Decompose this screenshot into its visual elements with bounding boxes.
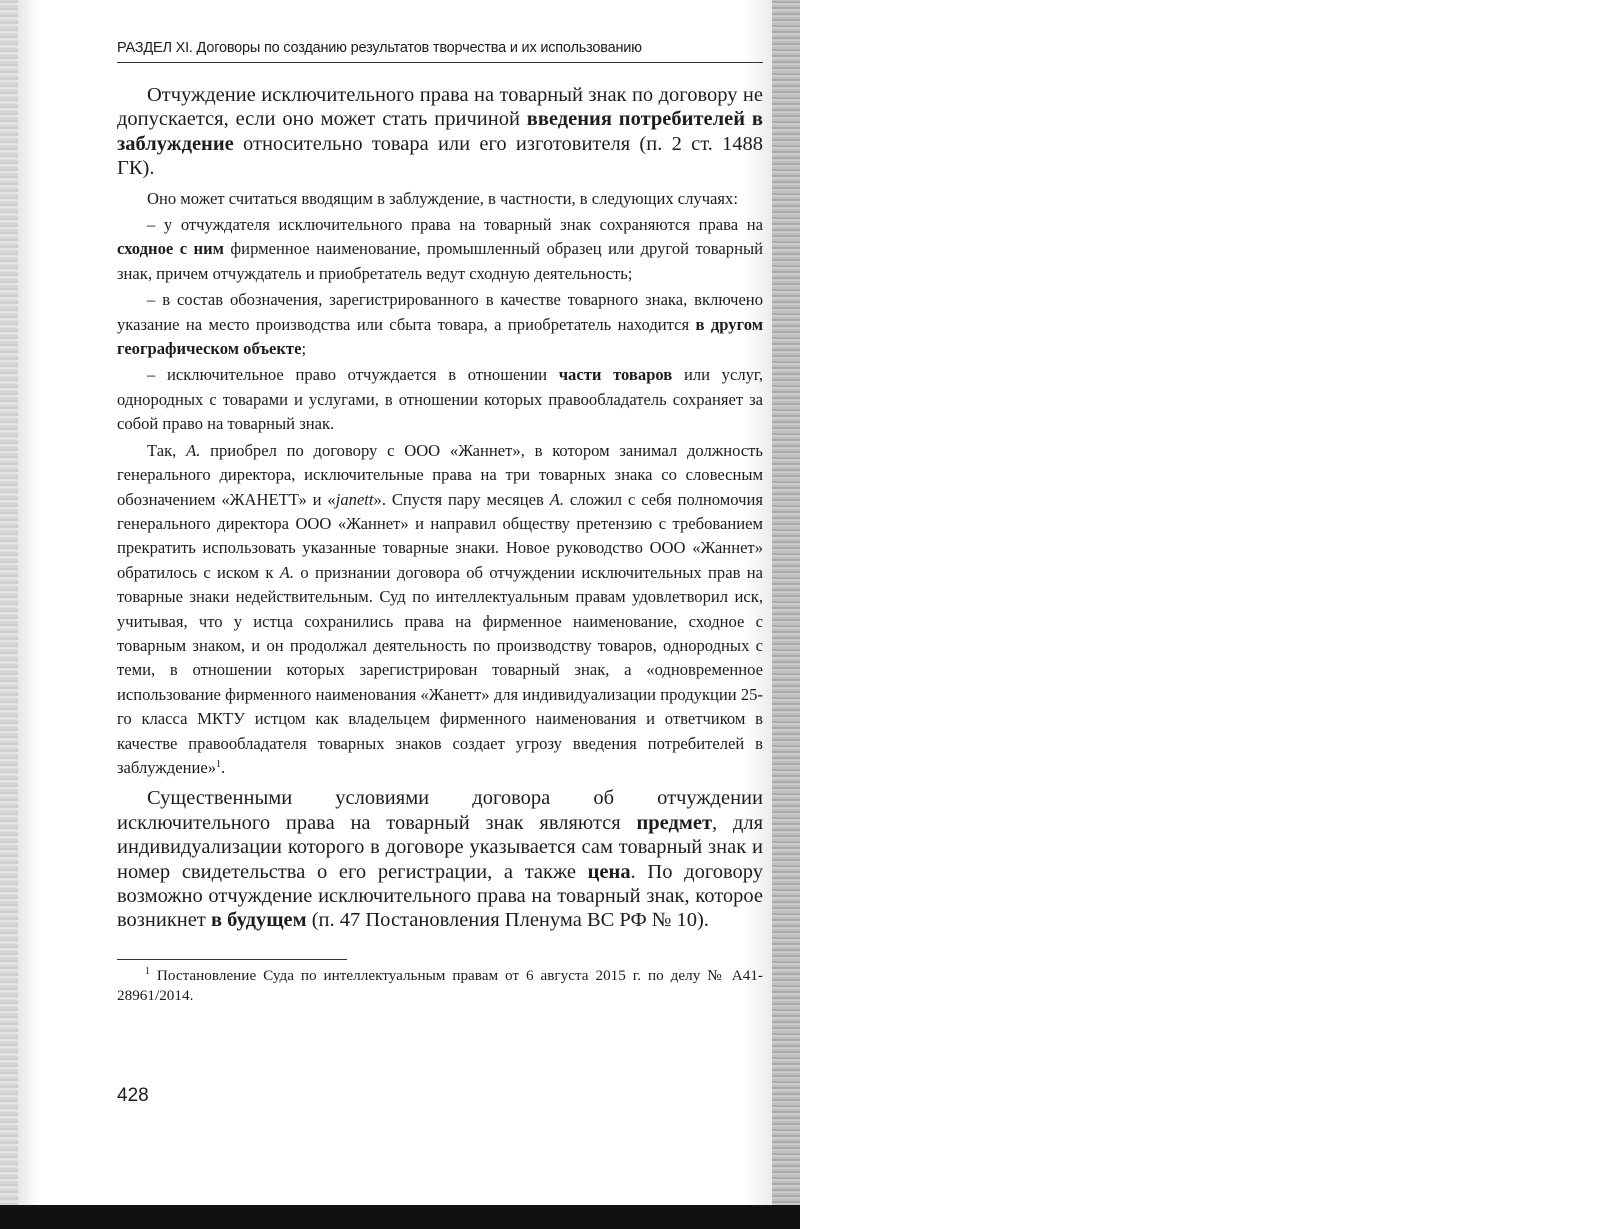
text: – у отчуждателя исключительного права на товарный знак сохраняются права на (147, 215, 763, 235)
paragraph-essential-terms (117, 786, 763, 932)
text: приобрел по договору с ООО «Жаннет», в котором занимал должность генерального директора, исключительные права на три товарных знака со словесным обозначением «ЖАНЕТТ» и « (117, 440, 764, 509)
book-page (117, 40, 763, 1006)
italic-text: А. (279, 562, 295, 582)
page-body (117, 83, 763, 933)
paragraph-case-example (117, 439, 763, 781)
footnote-marker: 1 (145, 965, 150, 977)
text: , для индивидуализации которого в договоре указывается сам товарный знак и номер свидетельства о его регистрации, а также (117, 811, 764, 883)
italic-text: А. (186, 440, 201, 460)
text: . (221, 757, 226, 777)
emphasis: предмет (636, 811, 713, 834)
text: Отчуждение исключительного права на товарный знак по договору не допускается, если оно может стать причиной (117, 84, 763, 131)
paragraph-alienation-rule (117, 83, 763, 181)
paragraph-cases-intro: Оно может считаться вводящим в заблуждение, в частности, в следующих случаях: (147, 188, 738, 208)
text: или услуг, однородных с товарами и услугами, в отношении которых правообладатель сохраняет за собой право на товарный знак. (117, 365, 763, 434)
emphasis: в будущем (210, 909, 307, 932)
text: – исключительное право отчуждается в отношении (147, 365, 559, 385)
emphasis: введения потребителей в заблуждение (117, 108, 763, 155)
text: (п. 47 Постановления Пленума ВС РФ № 10). (306, 909, 709, 932)
text: ». Спустя пару месяцев (373, 489, 550, 509)
list-item-similar-name (117, 213, 763, 286)
italic-text: А. (549, 489, 565, 509)
scan-spine-shadow (0, 0, 18, 1205)
page-number: 428 (117, 1085, 149, 1106)
scan-spine-fade (18, 0, 40, 1205)
blank-area (800, 0, 1600, 1229)
text: о признании договора об отчуждении исключительных прав на товарные знаки недействительным. Суд по интеллектуальным правам удовлетворил иск, учитывая, что у истца сохранились права на фирменное наименование, сходное с товарным знаком, и он продолжал деятельность по производству товаров, однородных с теми, в отношении которых зарегистрирован товарный знак, а «одновременное использование фирменного наименования «Жанетт» для индивидуализации продукции 25-го класса МКТУ истцом как владельцем фирменного наименования и ответчиком в качестве правообладателя товарных знаков создает угрозу введения потребителей в заблуждение» (117, 562, 763, 777)
scan-bottom-border (0, 1205, 800, 1229)
text: ; (301, 339, 307, 359)
emphasis: цена (587, 860, 631, 883)
text: Так, (147, 440, 187, 460)
italic-text: janett (335, 489, 374, 509)
footnote-ref: 1 (216, 758, 222, 770)
footnote-divider (117, 959, 347, 960)
text: относительно товара или его изготовителя (п. 2 ст. 1488 ГК). (117, 132, 763, 180)
text: Существенными условиями договора об отчуждении исключительного права на товарный знак являются (117, 787, 763, 834)
list-item-part-of-goods (117, 363, 763, 436)
footnote (117, 966, 763, 1006)
emphasis: части товаров (558, 365, 673, 385)
scan-page-edge (772, 0, 800, 1205)
text: сложил с себя полномочия генерального директора ООО «Жаннет» и направил обществу претензию с требованием прекратить использовать указанные товарные знаки. Новое руководство ООО «Жаннет» обратилось с иском к (117, 489, 763, 582)
emphasis: в другом географическом объекте (117, 314, 763, 359)
running-title: РАЗДЕЛ XI. Договоры по созданию результатов творчества и их использованию (117, 40, 763, 63)
emphasis: сходное с ним (117, 239, 224, 259)
list-item-geographic (117, 288, 763, 361)
footnote-text: Постановление Суда по интеллектуальным правам от 6 августа 2015 г. по делу № А41-28961/2014. (117, 966, 763, 1004)
text: – в состав обозначения, зарегистрированного в качестве товарного знака, включено указание на место производства или сбыта товара, а приобретатель находится (117, 290, 763, 334)
text: . По договору возможно отчуждение исключительного права на товарный знак, которое возникнет (117, 860, 763, 932)
text: фирменное наименование, промышленный образец или другой товарный знак, причем отчуждатель и приобретатель ведут сходную деятельность; (117, 239, 763, 283)
